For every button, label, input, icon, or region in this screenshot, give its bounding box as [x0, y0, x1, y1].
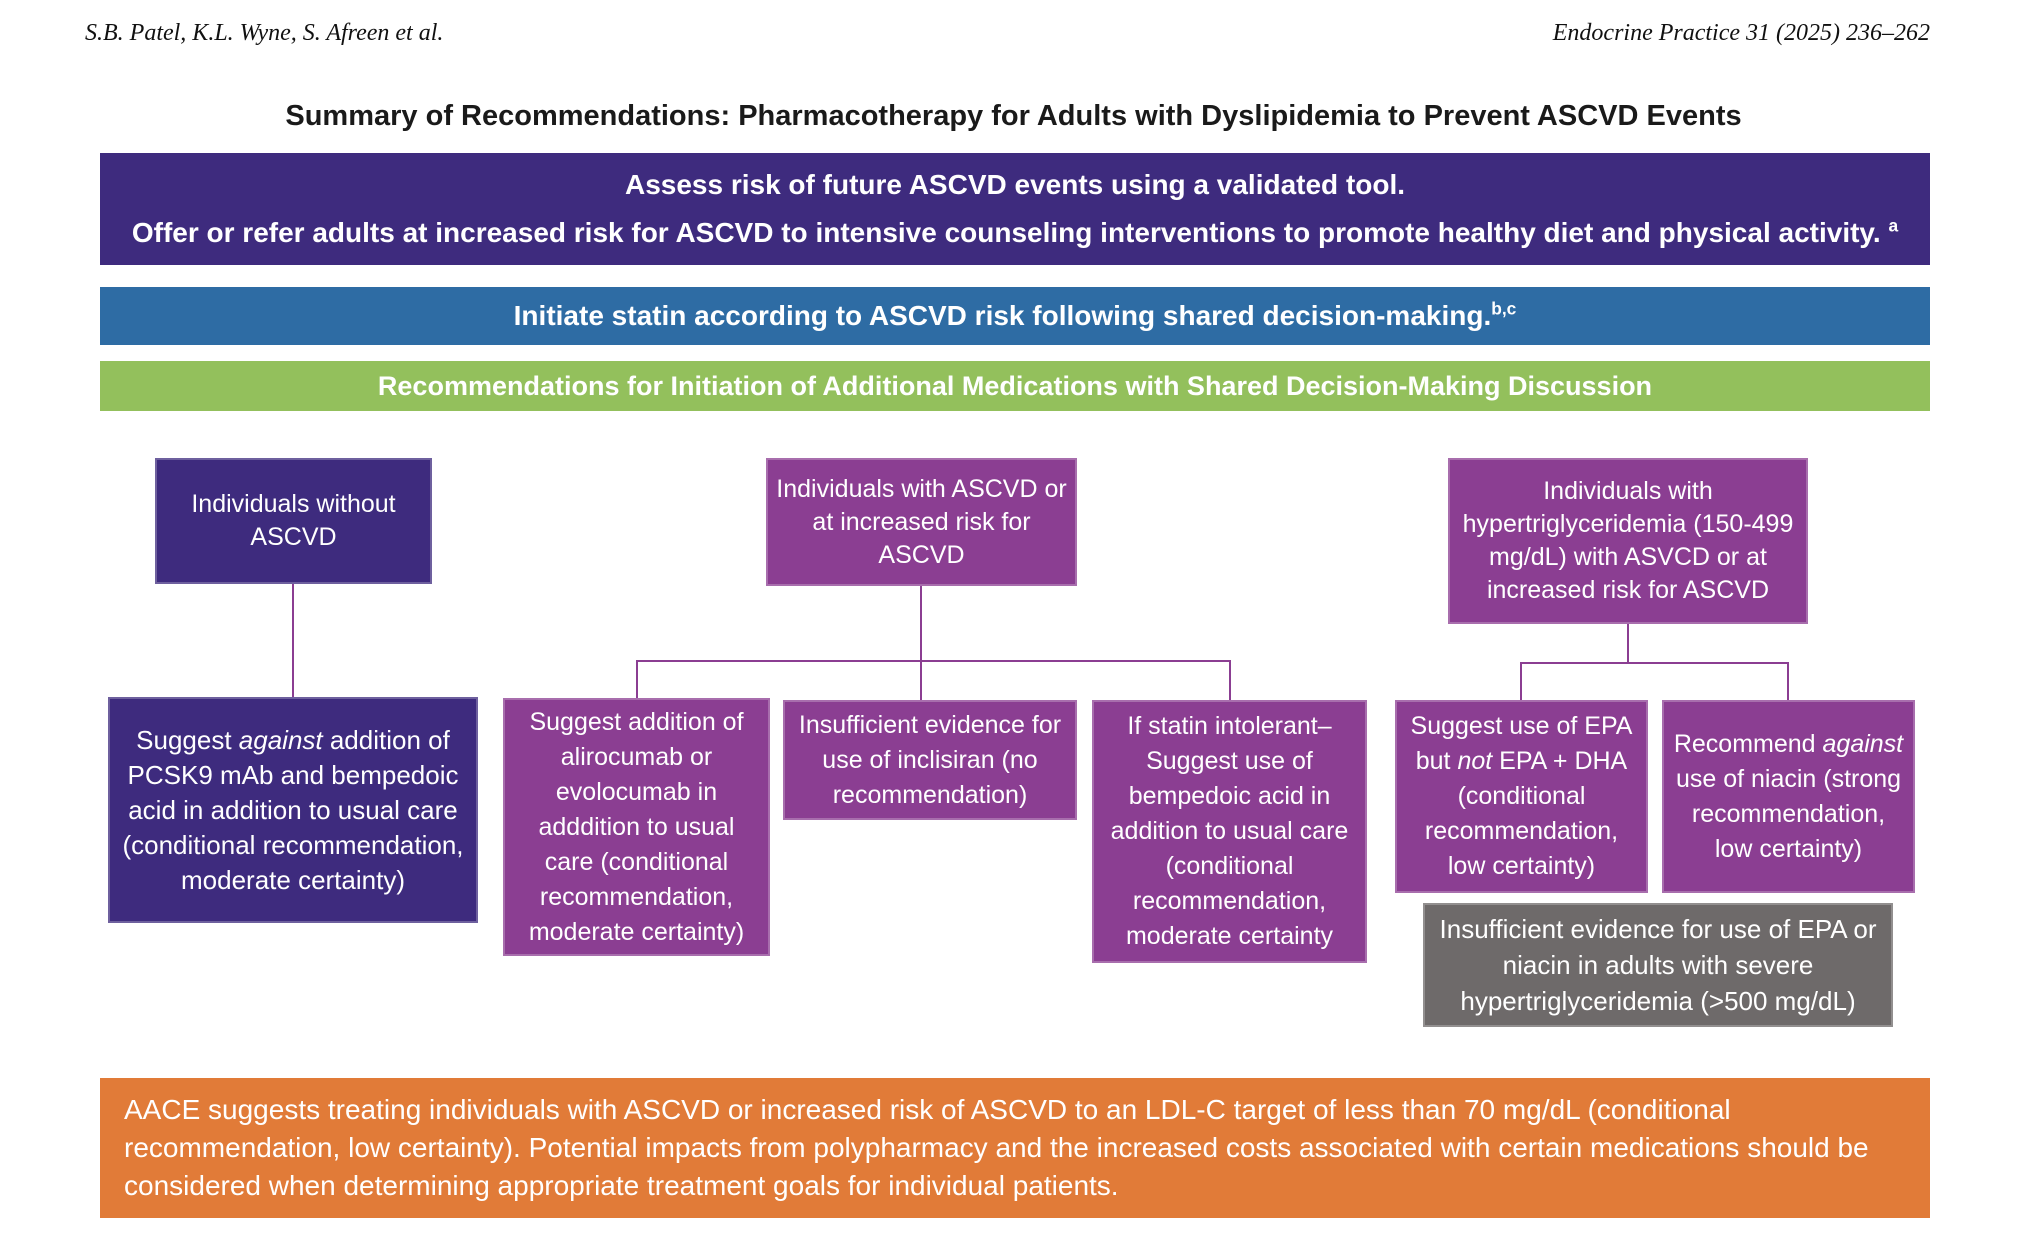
- header-box-hypertriglyceridemia-text: Individuals with hypertriglyceridemia (150-499 mg/dL) with ASVCD or at increased risk for ASCVD: [1462, 477, 1794, 604]
- connector-line-col1: [292, 584, 294, 697]
- rec-box-against-pcsk9-bempedoic: [108, 697, 478, 923]
- banner-statin-text: Initiate statin according to ASCVD risk following shared decision-making.$^{b,c}$: [513, 298, 1517, 331]
- figure-title: Summary of Recommendations: Pharmacotherapy for Adults with Dyslipidemia to Prevent ASCVD Events: [285, 100, 1742, 132]
- connector-line-col3-stem: [1627, 624, 1629, 664]
- rec-box-bempedoic-statin-intolerant: [1092, 700, 1367, 963]
- banner-ldl-target: [100, 1078, 1930, 1218]
- note-box-severe-hypertriglyceridemia: [1423, 903, 1893, 1027]
- banner-ldl-target-text: AACE suggests treating individuals with ASCVD or increased risk of ASCVD to an LDL-C target of less than 70 mg/dL (conditional recommendation, low certainty). Potential impacts from polypharmacy and the increased costs associated with certain medications should be considered when determining appropriate treatment goals for individual patients.: [124, 1094, 1869, 1201]
- banner-initiate-statin: [100, 287, 1930, 345]
- connector-line-col2-stem: [920, 586, 922, 700]
- header-box-ascvd-or-risk: [766, 458, 1077, 586]
- rec-box-alirocumab-evolocumab: [503, 698, 770, 956]
- connector-line-col3-drop-right: [1787, 662, 1789, 700]
- rec-box-epa-not-dha-text: Suggest use of EPA but not EPA + DHA (conditional recommendation, low certainty): [1410, 712, 1633, 880]
- connector-line-col2-drop-left: [636, 660, 638, 698]
- banner-additional-text: Recommendations for Initiation of Additional Medications with Shared Decision-Making Discussion: [377, 370, 1653, 401]
- rec-box-bempedoic-statin-intolerant-text: If statin intolerant– Suggest use of bempedoic acid in addition to usual care (conditional recommendation, moderate certainty: [1110, 712, 1349, 950]
- header-box-without-ascvd-text: Individuals without ASCVD: [191, 490, 396, 551]
- rec-box-against-niacin: [1662, 700, 1915, 893]
- banner-assess-line2: Offer or refer adults at increased risk for ASCVD to intensive counseling interventions to promote healthy diet and physical activity. $^a$: [131, 215, 1899, 248]
- rec-box-against-pcsk9-bempedoic-text: Suggest against addition of PCSK9 mAb and bempedoic acid in addition to usual care (conditional recommendation, moderate certainty): [122, 724, 464, 895]
- banner-assess-line1: Assess risk of future ASCVD events using a validated tool.: [624, 169, 1406, 200]
- rec-box-epa-not-dha: [1395, 700, 1648, 893]
- connector-line-col2-bar: [636, 660, 1231, 662]
- header-box-ascvd-or-risk-text: Individuals with ASCVD or at increased risk for ASCVD: [776, 474, 1067, 569]
- masthead: [85, 20, 1930, 47]
- banner-additional-medications: [100, 361, 1930, 411]
- connector-line-col3-bar: [1520, 662, 1789, 664]
- connector-line-col3-drop-left: [1520, 662, 1522, 700]
- connector-line-col2-drop-right: [1229, 660, 1231, 700]
- journal-citation: Endocrine Practice 31 (2025) 236–262: [1552, 20, 1930, 46]
- rec-box-alirocumab-evolocumab-text: Suggest addition of alirocumab or evolocumab in adddition to usual care (conditional recommendation, moderate certainty): [528, 707, 745, 946]
- header-box-without-ascvd: [155, 458, 432, 584]
- note-box-severe-hypertriglyceridemia-text: Insufficient evidence for use of EPA or niacin in adults with severe hypertriglyceridemia (>500 mg/dL): [1439, 914, 1877, 1016]
- banner-assess-risk: [100, 153, 1930, 265]
- header-box-hypertriglyceridemia: [1448, 458, 1808, 624]
- rec-box-against-niacin-text: Recommend against use of niacin (strong recommendation, low certainty): [1673, 729, 1904, 863]
- rec-box-inclisiran: [783, 700, 1077, 820]
- authors-running-head: S.B. Patel, K.L. Wyne, S. Afreen et al.: [85, 20, 444, 46]
- rec-box-inclisiran-text: Insufficient evidence for use of inclisiran (no recommendation): [798, 710, 1062, 809]
